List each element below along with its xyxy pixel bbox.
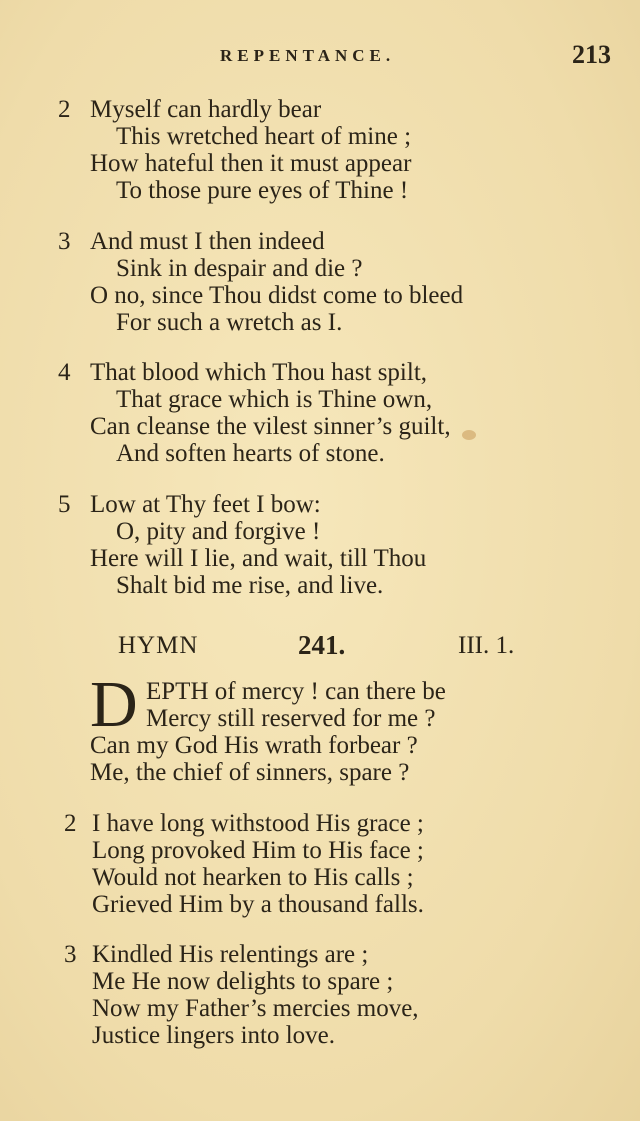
verse-line: Justice lingers into love. (92, 1022, 336, 1049)
stanza-number: 4 (58, 359, 71, 386)
verse-line: For such a wretch as I. (116, 309, 343, 336)
hymn-label: HYMN (118, 632, 199, 659)
verse-line: Long provoked Him to His face ; (92, 837, 424, 864)
verse-line: Me He now delights to spare ; (92, 968, 394, 995)
verse-line: Sink in despair and die ? (116, 255, 363, 282)
verse-line: EPTH of mercy ! can there be (146, 678, 446, 705)
paper-stain (462, 430, 476, 440)
verse-line: Mercy still reserved for me ? (146, 705, 436, 732)
verse-line: How hateful then it must appear (90, 150, 412, 177)
hymn-number: 241. (298, 630, 346, 660)
verse-line: This wretched heart of mine ; (116, 123, 412, 150)
stanza-number: 2 (64, 810, 77, 837)
stanza-number: 3 (64, 941, 77, 968)
verse-line: Can cleanse the vilest sinner’s guilt, (90, 413, 451, 440)
verse-line: O no, since Thou didst come to bleed (90, 282, 464, 309)
verse-line: Me, the chief of sinners, spare ? (90, 759, 410, 786)
stanza-number: 2 (58, 96, 71, 123)
page-number: 213 (572, 40, 611, 69)
verse-line: Can my God His wrath forbear ? (90, 732, 418, 759)
verse-line: And soften hearts of stone. (116, 440, 385, 467)
verse-line: That blood which Thou hast spilt, (90, 359, 428, 386)
verse-line: To those pure eyes of Thine ! (116, 177, 409, 204)
stanza-number: 5 (58, 491, 71, 518)
verse-line: Myself can hardly bear (90, 96, 322, 123)
verse-line: Now my Father’s mercies move, (92, 995, 419, 1022)
drop-cap: D (90, 668, 138, 741)
verse-line: O, pity and forgive ! (116, 518, 321, 545)
verse-line: That grace which is Thine own, (116, 386, 433, 413)
stanza-number: 3 (58, 228, 71, 255)
verse-line: I have long withstood His grace ; (92, 810, 424, 837)
verse-line: Low at Thy feet I bow: (90, 491, 321, 518)
verse-line: Shalt bid me rise, and live. (116, 572, 384, 599)
verse-line: And must I then indeed (90, 228, 325, 255)
verse-line: Kindled His relentings are ; (92, 941, 369, 968)
verse-line: Grieved Him by a thousand falls. (92, 891, 424, 918)
verse-line: Would not hearken to His calls ; (92, 864, 414, 891)
running-head: REPENTANCE. (220, 46, 396, 65)
verse-line: Here will I lie, and wait, till Thou (90, 545, 427, 572)
hymn-meter: III. 1. (458, 632, 515, 659)
